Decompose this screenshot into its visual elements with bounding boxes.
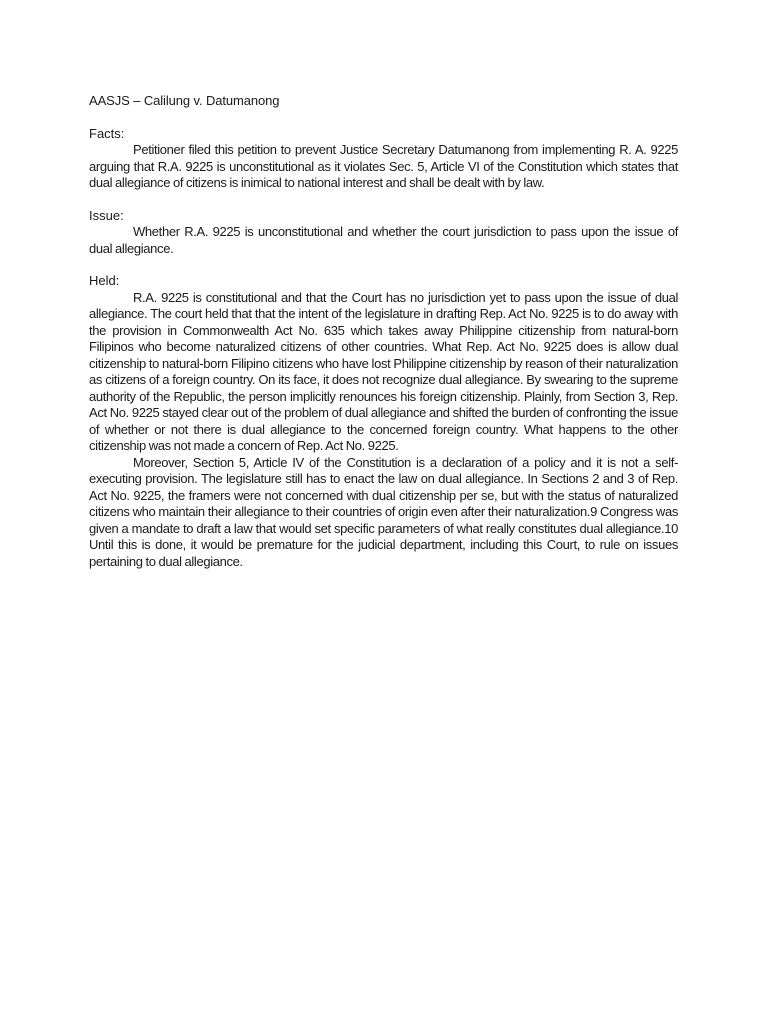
issue-heading: Issue:: [89, 207, 124, 223]
facts-section: [89, 126, 678, 192]
facts-paragraph: Petitioner filed this petition to prevent Justice Secretary Datumanong from implementing R. A. 9225 arguing that R.A. 9225 is unconstitutional as it violates Sec. 5, Article VI of the Constitution which states that dual allegiance of citizens is inimical to national interest and shall be dealt with by law.: [89, 142, 678, 190]
document-body: [89, 93, 678, 586]
facts-heading: Facts:: [89, 125, 125, 141]
issue-section: [89, 208, 678, 258]
held-section: [89, 273, 678, 570]
held-paragraph-1: R.A. 9225 is constitutional and that the Court has no jurisdiction yet to pass upon the issue of dual allegiance. The court held that that the intent of the legislature in drafting Rep. Act No. 9225 is to do away with the provision in Commonwealth Act No. 635 which takes away Philippine citizenship from natural-born Filipinos who become naturalized citizens of other countries. What Rep. Act No. 9225 does is allow dual citizenship to natural-born Filipino citizens who have lost Philippine citizenship by reason of their naturalization as citizens of a foreign country. On its face, it does not recognize dual allegiance. By swearing to the supreme authority of the Republic, the person implicitly renounces his foreign citizenship. Plainly, from Section 3, Rep. Act No. 9225 stayed clear out of the problem of dual allegiance and shifted the burden of confronting the issue of whether or not there is dual allegiance to the concerned foreign country. What happens to the other citizenship was not made a concern of Rep. Act No. 9225.: [89, 289, 678, 453]
document-title: AASJS – Calilung v. Datumanong: [89, 93, 280, 108]
issue-paragraph: Whether R.A. 9225 is unconstitutional and whether the court jurisdiction to pass upon the issue of dual allegiance.: [89, 224, 678, 256]
held-heading: Held:: [89, 273, 120, 288]
held-paragraph-2: Moreover, Section 5, Article IV of the Constitution is a declaration of a policy and it is not a self-executing provision. The legislature still has to enact the law on dual allegiance. In Sections 2 and 3 of Rep. Act No. 9225, the framers were not concerned with dual citizenship per se, but with the status of naturalized citizens who maintain their allegiance to their countries of origin even after their naturalization.9 Congress was given a mandate to draft a law that would set specific parameters of what really constitutes dual allegiance.10 Until this is done, it would be premature for the judicial department, including this Court, to rule on issues pertaining to dual allegiance.: [89, 454, 678, 569]
